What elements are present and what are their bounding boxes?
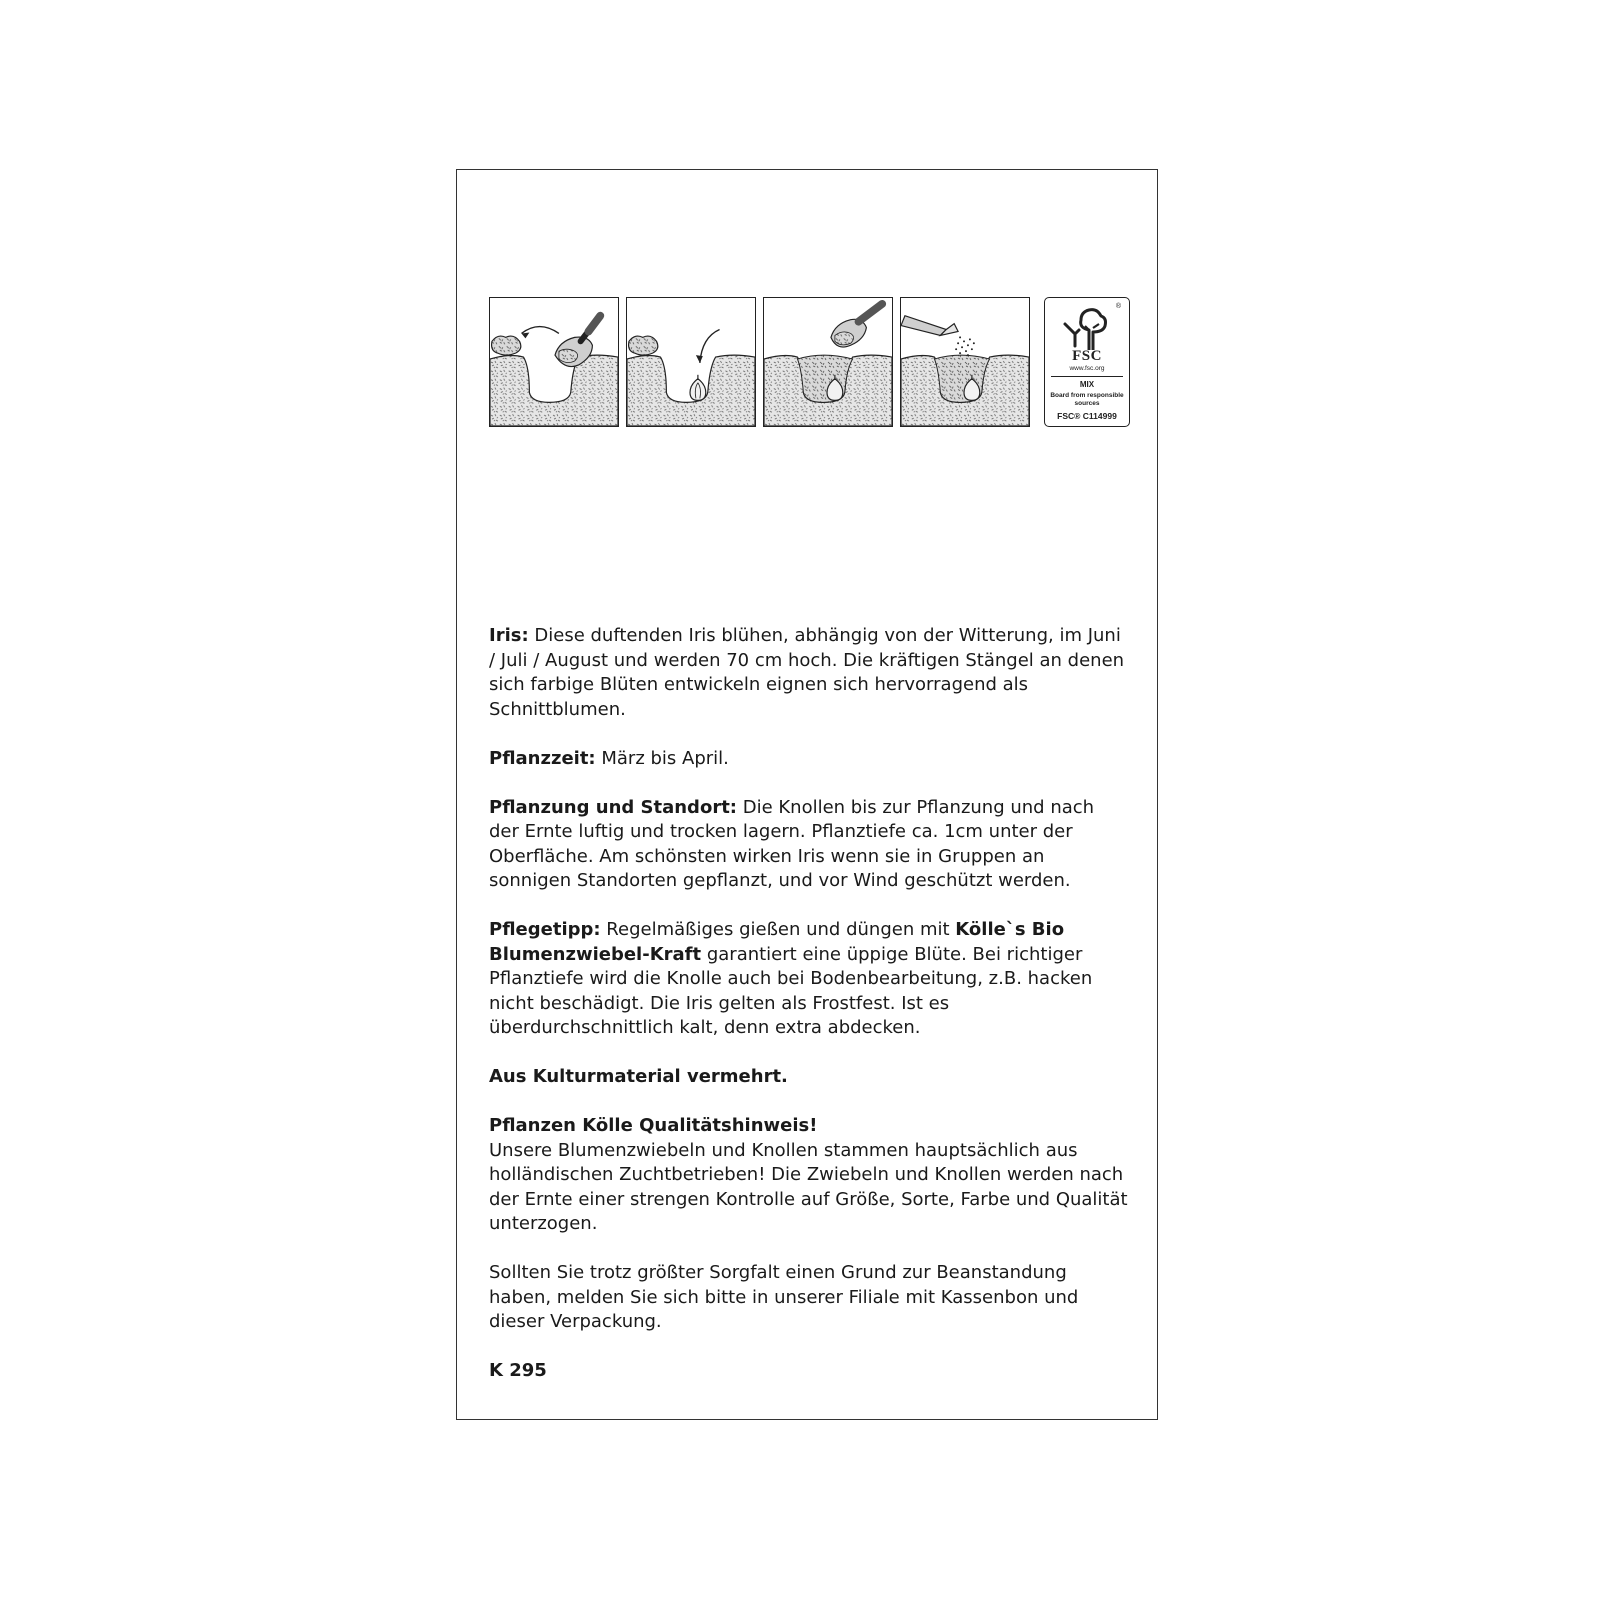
pflanzzeit-label: Pflanzzeit: — [489, 747, 596, 769]
fsc-logo — [1044, 297, 1130, 427]
fsc-name: FSC — [1072, 348, 1102, 364]
quality-text: Unsere Blumenzwiebeln und Knollen stammen hauptsächlich aus holländischen Zuchtbetrieben! Die Zwiebeln und Knollen werden nach der Ernte einer strengen Kontrolle auf Größe, Sorte, Farbe und Qualität unterzogen. — [489, 1139, 1128, 1234]
cover-soil-illustration — [764, 298, 892, 426]
complaint-paragraph — [489, 1261, 1129, 1335]
fsc-category: MIX — [1079, 380, 1095, 389]
pflegetipp-text-1: Regelmäßiges gießen und düngen mit — [600, 919, 956, 940]
fsc-tree-icon — [1059, 306, 1117, 352]
pflegetipp-paragraph — [489, 918, 1129, 1041]
iris-label: Iris: — [489, 625, 529, 646]
fsc-license-code: FSC® C114999 — [1057, 411, 1117, 421]
place-bulb-illustration — [627, 298, 755, 426]
kultur-note: Aus Kulturmaterial vermehrt. — [489, 1066, 788, 1087]
step-dig-hole — [489, 297, 619, 427]
iris-text: Diese duftenden Iris blühen, abhängig von der Witterung, im Juni / Juli / August und werden 70 cm hoch. Die kräftigen Stängel an denen sich farbige Blüten entwickeln eignen sich hervorragend als Schnittblumen. — [489, 625, 1125, 720]
quality-paragraph — [489, 1114, 1129, 1237]
pflegetipp-product: Kölle`s Bio Blumenzwiebel-Kraft — [489, 919, 1065, 965]
pflegetipp-text-2: garantiert eine üppige Blüte. Bei richtiger Pflanztiefe wird die Knolle auch bei Bodenbearbeitung, z.B. hacken nicht beschädigt. Die Iris gelten als Frostfest. Ist es überdurchschnittlich kalt, denn extra abdecken. — [489, 943, 1093, 1038]
standort-paragraph — [489, 796, 1129, 894]
step-place-bulb — [626, 297, 756, 427]
product-description — [489, 624, 1129, 1408]
water-illustration — [901, 298, 1029, 426]
fsc-registered-mark: ® — [1115, 303, 1121, 310]
standort-label: Pflanzung und Standort: — [489, 796, 737, 818]
complaint-text: Sollten Sie trotz größter Sorgfalt einen Grund zur Beanstandung haben, melden Sie sich bitte in unserer Filiale mit Kassenbon und dieser Verpackung. — [489, 1262, 1079, 1332]
article-code: K 295 — [489, 1360, 547, 1381]
step-water — [900, 297, 1030, 427]
fsc-divider — [1051, 376, 1123, 377]
package-back — [456, 169, 1158, 1420]
fsc-url: www.fsc.org — [1069, 365, 1105, 372]
quality-heading: Pflanzen Kölle Qualitätshinweis! — [489, 1115, 818, 1136]
step-cover-soil — [763, 297, 893, 427]
standort-text: Die Knollen bis zur Pflanzung und nach der Ernte luftig und trocken lagern. Pflanztiefe ca. 1cm unter der Oberfläche. Am schönsten wirken Iris wenn sie in Gruppen an sonnigen Standorten gepflanzt, und vor Wind geschützt werden. — [489, 796, 1095, 891]
kultur-paragraph — [489, 1065, 1129, 1090]
pflanzzeit-text: März bis April. — [595, 747, 729, 769]
article-code-paragraph — [489, 1359, 1129, 1384]
dig-hole-illustration — [490, 298, 618, 426]
pflegetipp-label: Pflegetipp: — [489, 919, 601, 940]
pflanzzeit-paragraph — [489, 747, 1129, 772]
fsc-board-text: Board from responsible sources — [1050, 392, 1124, 407]
iris-paragraph — [489, 624, 1129, 722]
